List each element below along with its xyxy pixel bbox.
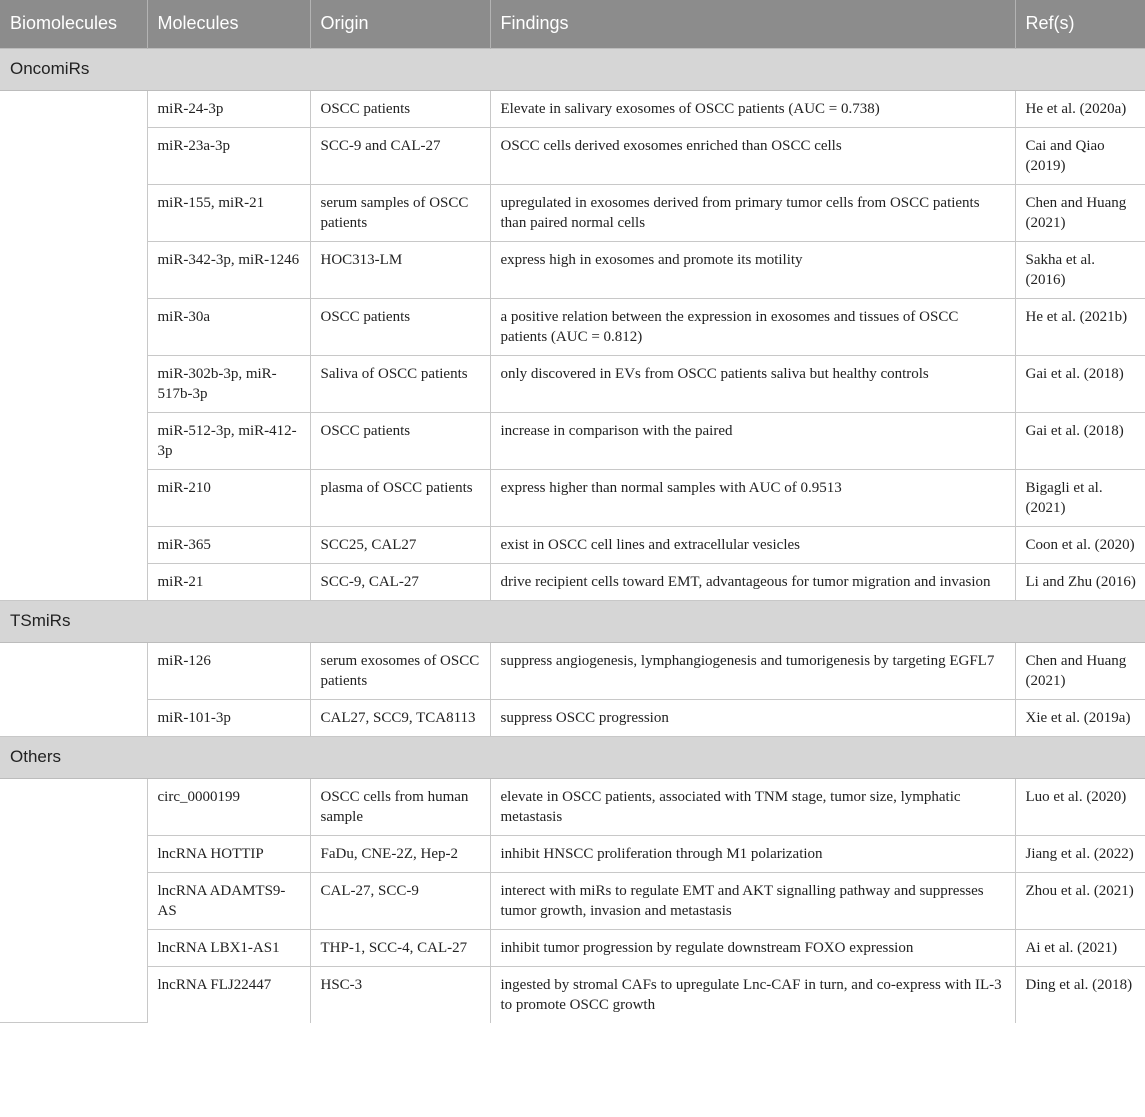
molecule-cell: miR-155, miR-21 xyxy=(147,184,310,241)
ref-cell: Gai et al. (2018) xyxy=(1015,355,1145,412)
ref-cell: Chen and Huang (2021) xyxy=(1015,642,1145,699)
origin-cell: OSCC patients xyxy=(310,90,490,127)
ref-cell: Chen and Huang (2021) xyxy=(1015,184,1145,241)
ref-cell: Bigagli et al. (2021) xyxy=(1015,469,1145,526)
group-label: Others xyxy=(0,736,1145,778)
findings-cell: Elevate in salivary exosomes of OSCC patients (AUC = 0.738) xyxy=(490,90,1015,127)
molecule-cell: lncRNA FLJ22447 xyxy=(147,966,310,1023)
origin-cell: serum exosomes of OSCC patients xyxy=(310,642,490,699)
origin-cell: plasma of OSCC patients xyxy=(310,469,490,526)
header-biomolecules: Biomolecules xyxy=(0,0,147,48)
table-row xyxy=(0,778,1145,835)
table-row xyxy=(0,355,1145,412)
origin-cell: FaDu, CNE-2Z, Hep-2 xyxy=(310,835,490,872)
table-row xyxy=(0,127,1145,184)
table-row xyxy=(0,412,1145,469)
origin-cell: CAL-27, SCC-9 xyxy=(310,872,490,929)
molecule-cell: miR-210 xyxy=(147,469,310,526)
findings-cell: upregulated in exosomes derived from primary tumor cells from OSCC patients than paired normal cells xyxy=(490,184,1015,241)
findings-cell: OSCC cells derived exosomes enriched than OSCC cells xyxy=(490,127,1015,184)
origin-cell: Saliva of OSCC patients xyxy=(310,355,490,412)
header-row xyxy=(0,0,1145,48)
table-row xyxy=(0,835,1145,872)
ref-cell: He et al. (2020a) xyxy=(1015,90,1145,127)
header-molecules: Molecules xyxy=(147,0,310,48)
ref-cell: Sakha et al. (2016) xyxy=(1015,241,1145,298)
group-row xyxy=(0,48,1145,90)
molecule-cell: miR-365 xyxy=(147,526,310,563)
molecule-cell: miR-126 xyxy=(147,642,310,699)
ref-cell: Jiang et al. (2022) xyxy=(1015,835,1145,872)
biomolecule-spacer-cell xyxy=(0,90,147,600)
molecule-cell: miR-30a xyxy=(147,298,310,355)
molecule-cell: miR-512-3p, miR-412-3p xyxy=(147,412,310,469)
molecule-cell: miR-23a-3p xyxy=(147,127,310,184)
origin-cell: SCC-9 and CAL-27 xyxy=(310,127,490,184)
table-row xyxy=(0,526,1145,563)
findings-cell: drive recipient cells toward EMT, advantageous for tumor migration and invasion xyxy=(490,563,1015,600)
origin-cell: CAL27, SCC9, TCA8113 xyxy=(310,699,490,736)
origin-cell: OSCC patients xyxy=(310,298,490,355)
group-row xyxy=(0,736,1145,778)
table-row xyxy=(0,298,1145,355)
findings-cell: a positive relation between the expression in exosomes and tissues of OSCC patients (AUC = 0.812) xyxy=(490,298,1015,355)
findings-cell: suppress angiogenesis, lymphangiogenesis and tumorigenesis by targeting EGFL7 xyxy=(490,642,1015,699)
table-row xyxy=(0,929,1145,966)
origin-cell: HSC-3 xyxy=(310,966,490,1023)
molecule-cell: lncRNA LBX1-AS1 xyxy=(147,929,310,966)
origin-cell: serum samples of OSCC patients xyxy=(310,184,490,241)
origin-cell: SCC-9, CAL-27 xyxy=(310,563,490,600)
ref-cell: Li and Zhu (2016) xyxy=(1015,563,1145,600)
group-label: TSmiRs xyxy=(0,600,1145,642)
findings-cell: express high in exosomes and promote its motility xyxy=(490,241,1015,298)
findings-cell: exist in OSCC cell lines and extracellular vesicles xyxy=(490,526,1015,563)
findings-cell: ingested by stromal CAFs to upregulate Lnc-CAF in turn, and co-express with IL-3 to promote OSCC growth xyxy=(490,966,1015,1023)
findings-cell: increase in comparison with the paired xyxy=(490,412,1015,469)
molecule-cell: miR-101-3p xyxy=(147,699,310,736)
findings-cell: interect with miRs to regulate EMT and AKT signalling pathway and suppresses tumor growth, invasion and metastasis xyxy=(490,872,1015,929)
ref-cell: Coon et al. (2020) xyxy=(1015,526,1145,563)
header-findings: Findings xyxy=(490,0,1015,48)
ref-cell: Gai et al. (2018) xyxy=(1015,412,1145,469)
findings-cell: elevate in OSCC patients, associated with TNM stage, tumor size, lymphatic metastasis xyxy=(490,778,1015,835)
table-row xyxy=(0,90,1145,127)
molecule-cell: lncRNA HOTTIP xyxy=(147,835,310,872)
molecule-cell: lncRNA ADAMTS9-AS xyxy=(147,872,310,929)
table-row xyxy=(0,241,1145,298)
group-label: OncomiRs xyxy=(0,48,1145,90)
origin-cell: OSCC patients xyxy=(310,412,490,469)
findings-cell: inhibit HNSCC proliferation through M1 polarization xyxy=(490,835,1015,872)
molecule-cell: miR-342-3p, miR-1246 xyxy=(147,241,310,298)
findings-cell: suppress OSCC progression xyxy=(490,699,1015,736)
ref-cell: Cai and Qiao (2019) xyxy=(1015,127,1145,184)
ref-cell: He et al. (2021b) xyxy=(1015,298,1145,355)
findings-cell: only discovered in EVs from OSCC patients saliva but healthy controls xyxy=(490,355,1015,412)
table-row xyxy=(0,699,1145,736)
ref-cell: Luo et al. (2020) xyxy=(1015,778,1145,835)
molecule-cell: miR-302b-3p, miR-517b-3p xyxy=(147,355,310,412)
table-row xyxy=(0,469,1145,526)
table-row xyxy=(0,563,1145,600)
findings-cell: express higher than normal samples with AUC of 0.9513 xyxy=(490,469,1015,526)
ref-cell: Ai et al. (2021) xyxy=(1015,929,1145,966)
biomolecule-spacer-cell xyxy=(0,642,147,736)
origin-cell: THP-1, SCC-4, CAL-27 xyxy=(310,929,490,966)
group-row xyxy=(0,600,1145,642)
ref-cell: Xie et al. (2019a) xyxy=(1015,699,1145,736)
ref-cell: Ding et al. (2018) xyxy=(1015,966,1145,1023)
origin-cell: SCC25, CAL27 xyxy=(310,526,490,563)
header-refs: Ref(s) xyxy=(1015,0,1145,48)
table-header xyxy=(0,0,1145,48)
ref-cell: Zhou et al. (2021) xyxy=(1015,872,1145,929)
table-row xyxy=(0,966,1145,1023)
table-body xyxy=(0,48,1145,1023)
table-row xyxy=(0,642,1145,699)
molecule-cell: miR-24-3p xyxy=(147,90,310,127)
header-origin: Origin xyxy=(310,0,490,48)
molecule-cell: miR-21 xyxy=(147,563,310,600)
table-row xyxy=(0,872,1145,929)
origin-cell: OSCC cells from human sample xyxy=(310,778,490,835)
biomolecule-spacer-cell xyxy=(0,778,147,1023)
molecule-cell: circ_0000199 xyxy=(147,778,310,835)
origin-cell: HOC313-LM xyxy=(310,241,490,298)
findings-cell: inhibit tumor progression by regulate downstream FOXO expression xyxy=(490,929,1015,966)
table-row xyxy=(0,184,1145,241)
